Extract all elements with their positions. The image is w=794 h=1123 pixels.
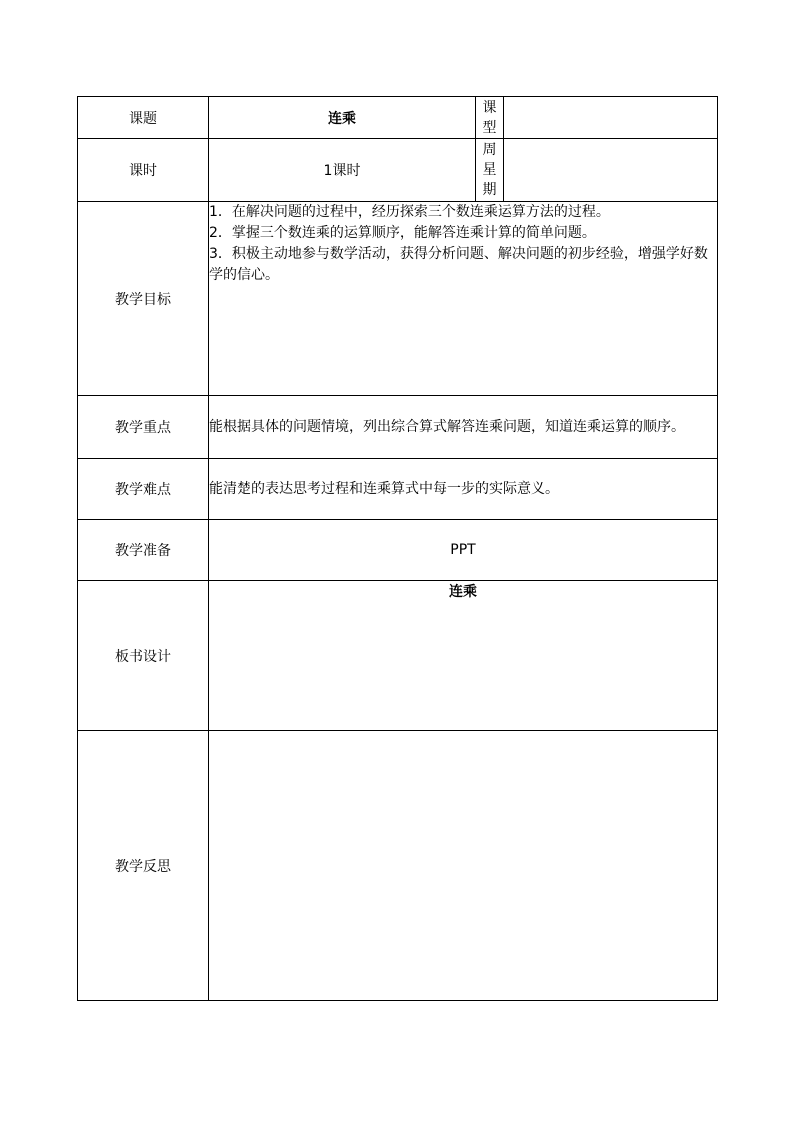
weekday-label bbox=[476, 139, 504, 202]
board-label: 板书设计 bbox=[78, 581, 209, 731]
row-board bbox=[78, 581, 718, 731]
preparation-label: 教学准备 bbox=[78, 520, 209, 581]
periods-label: 课时 bbox=[78, 139, 209, 202]
goal-item: 2．掌握三个数连乘的运算顺序，能解答连乘计算的简单问题。 bbox=[209, 225, 596, 241]
lesson-type-char: 课 bbox=[482, 99, 497, 116]
key-points-label: 教学重点 bbox=[78, 396, 209, 459]
lesson-type-label bbox=[476, 97, 504, 139]
weekday-value bbox=[504, 139, 718, 202]
board-text: 连乘 bbox=[209, 581, 718, 731]
reflection-label: 教学反思 bbox=[78, 731, 209, 1001]
key-points-text: 能根据具体的问题情境，列出综合算式解答连乘问题，知道连乘运算的顺序。 bbox=[209, 396, 718, 459]
row-preparation bbox=[78, 520, 718, 581]
goals-label: 教学目标 bbox=[78, 202, 209, 396]
lesson-plan-table bbox=[77, 96, 718, 1001]
row-reflection bbox=[78, 731, 718, 1001]
preparation-text: PPT bbox=[209, 520, 718, 581]
topic-label: 课题 bbox=[78, 97, 209, 139]
difficulties-text: 能清楚的表达思考过程和连乘算式中每一步的实际意义。 bbox=[209, 459, 718, 520]
weekday-char: 周 bbox=[482, 142, 497, 158]
goal-item: 3．积极主动地参与数学活动，获得分析问题、解决问题的初步经验，增强学好数学的信心。 bbox=[209, 246, 708, 283]
reflection-content bbox=[209, 731, 718, 1001]
row-topic bbox=[78, 97, 718, 139]
difficulties-label: 教学难点 bbox=[78, 459, 209, 520]
row-goals bbox=[78, 202, 718, 396]
lesson-type-value bbox=[504, 97, 718, 139]
periods-value: 1课时 bbox=[209, 139, 476, 202]
weekday-char: 星 bbox=[482, 162, 497, 178]
goals-content bbox=[209, 202, 718, 396]
row-difficulties bbox=[78, 459, 718, 520]
topic-value: 连乘 bbox=[209, 97, 476, 139]
goal-item: 1．在解决问题的过程中，经历探索三个数连乘运算方法的过程。 bbox=[209, 204, 610, 220]
weekday-char: 期 bbox=[482, 182, 497, 198]
lesson-type-char: 型 bbox=[482, 119, 497, 136]
row-key-points bbox=[78, 396, 718, 459]
row-periods bbox=[78, 139, 718, 202]
